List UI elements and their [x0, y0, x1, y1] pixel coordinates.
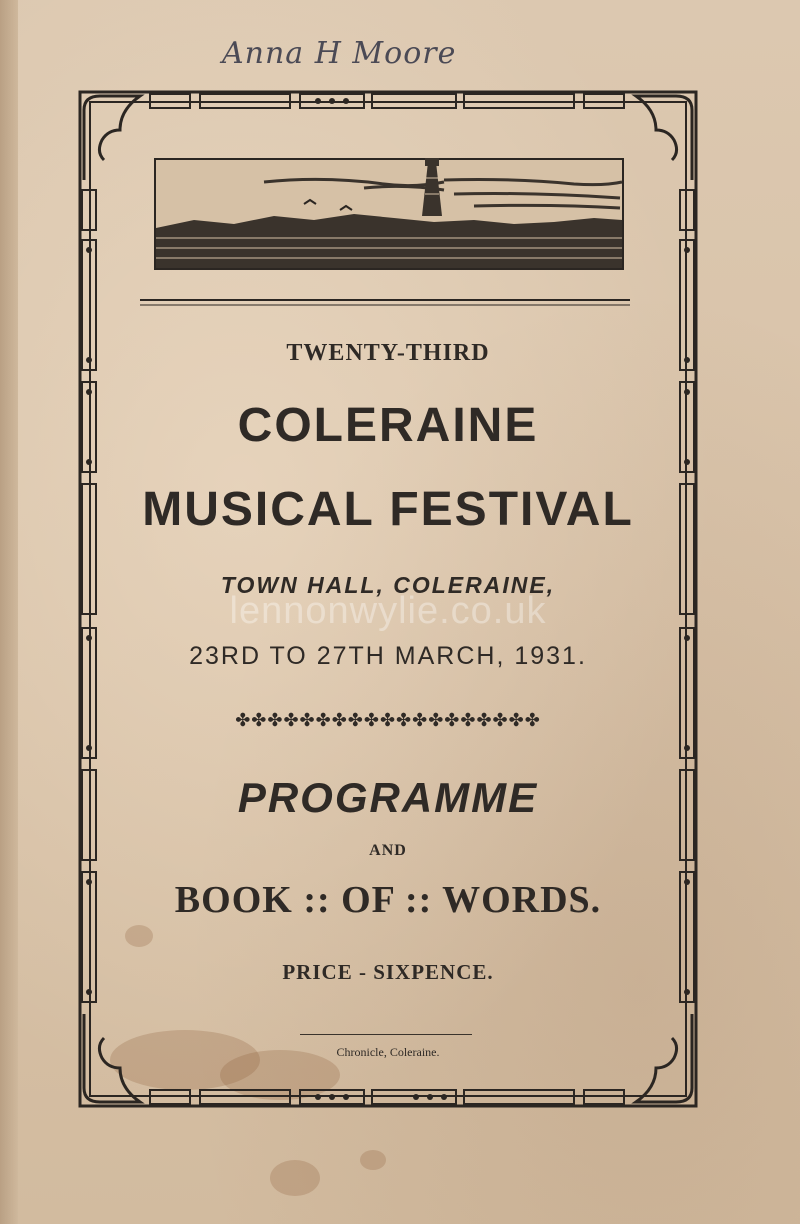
title-coleraine: COLERAINE: [237, 399, 539, 452]
edition-heading: TWENTY-THIRD: [286, 340, 490, 366]
book-of-words-heading: BOOK :: OF :: WORDS.: [174, 879, 602, 921]
price-line: PRICE - SIXPENCE.: [282, 960, 494, 984]
festival-dates: 23RD TO 27TH MARCH, 1931.: [189, 642, 587, 670]
lighthouse-illustration: [154, 158, 624, 270]
printer-imprint: Chronicle, Coleraine.: [336, 1045, 440, 1059]
and-label: AND: [369, 842, 407, 859]
title-musical-festival: MUSICAL FESTIVAL: [142, 483, 634, 536]
venue-line: TOWN HALL, COLERAINE,: [220, 572, 556, 598]
printer-rule: [300, 1034, 472, 1035]
ornament-divider: ✤✤✤✤✤✤✤✤✤✤✤✤✤✤✤✤✤✤✤: [235, 710, 541, 730]
divider-rule: [140, 298, 630, 308]
programme-heading: PROGRAMME: [237, 774, 539, 821]
handwritten-signature: Anna H Moore: [222, 35, 457, 71]
watermark: lennonwylie.co.uk: [229, 590, 547, 632]
